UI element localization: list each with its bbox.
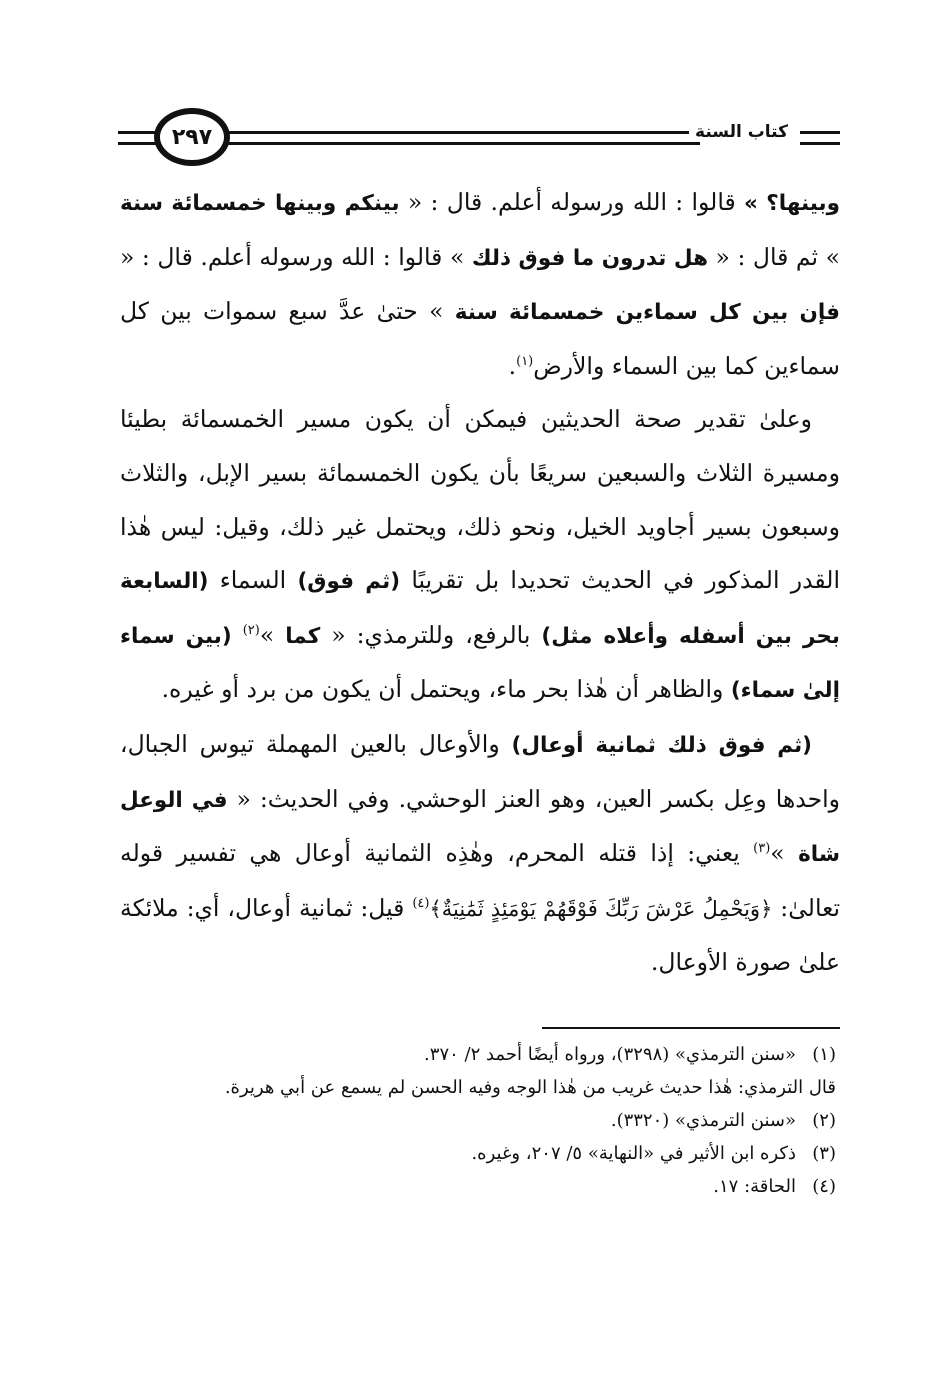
- bold-text: (ثم فوق ذلك ثمانية أوعال): [511, 732, 813, 758]
- footnote-number: (٤): [812, 1176, 836, 1197]
- footnote: [120, 1038, 836, 1071]
- bold-text: هل تدرون ما فوق ذلك: [471, 245, 709, 271]
- text-run: والظاهر أن هٰذا بحر ماء، ويحتمل أن يكون من برد أو غيره.: [161, 675, 731, 704]
- text-run: والأوعال بالعين المهملة تيوس الجبال، واحدها وعِل بكسر العين، وهو العنز الوحشي. وفي الحديث: «: [120, 729, 840, 813]
- text-run: قالوا : الله ورسوله أعلم. قال : «: [399, 188, 736, 216]
- bold-text: فإن بين كل سماءين خمسمائة سنة: [454, 300, 840, 326]
- text-run: وعلىٰ تقدير صحة الحديثين فيمكن أن يكون مسير الخمسمائة بطيئا ومسيرة الثلاث والسبعين سريعًا بأن يكون الخمسمائة بسير الإبل، والثلاث وسبعون بسير أجاويد الخيل، ونحو ذلك، ويحتمل غير ذلك، وقيل: ليس هٰذا القدر المذكور في الحديث تحديدا بل تقريبًا: [120, 405, 840, 595]
- text-run: » قالوا : الله ورسوله أعلم. قال : «: [120, 242, 472, 271]
- running-title: كتاب السنة: [689, 122, 794, 142]
- paragraph: [120, 718, 840, 990]
- bold-text: (ثم فوق): [297, 569, 401, 595]
- text-run: قيل: ثمانية أوعال، أي: ملائكة علىٰ صورة الأوعال.: [120, 893, 840, 977]
- footnote-continuation: قال الترمذي: هٰذا حديث غريب من هٰذا الوجه وفيه الحسن لم يسمع عن أبي هريرة.: [224, 1077, 836, 1098]
- footnote: [120, 1137, 836, 1170]
- text-run: .: [508, 351, 517, 380]
- page-number: ٢٩٧: [154, 108, 230, 166]
- footnote-1-block: [120, 1038, 836, 1104]
- text-run: » حتىٰ عدَّ سبع سموات بين كل سماءين كما بين السماء والأرض: [120, 297, 840, 380]
- footnote-number: (٢): [812, 1110, 836, 1131]
- header-rule-left: [118, 131, 158, 145]
- bold-text: في الوعل شاة: [120, 787, 840, 868]
- footnote-ref: (١): [516, 353, 534, 369]
- footnote-text: الحاقة: ١٧.: [713, 1176, 796, 1197]
- footnotes: [120, 1038, 836, 1203]
- quran-verse: ﴿وَيَحْمِلُ عَرْشَ رَبِّكَ فَوْقَهُمْ يَوْمَئِذٍ ثَمَٰنِيَةٌ﴾: [429, 896, 773, 921]
- header-rule-main: [228, 131, 700, 145]
- paragraph: [120, 176, 840, 393]
- bold-text: بينكم وبينها خمسمائة سنة: [120, 191, 400, 216]
- text-run: يعني: إذا قتله المحرم، وهٰذِه الثمانية أوعال هي تفسير قوله تعالىٰ:: [120, 839, 840, 922]
- footnote-ref: (٣): [753, 841, 771, 857]
- page-header: [118, 108, 840, 168]
- main-text: [120, 176, 840, 990]
- text-run: »: [259, 620, 286, 649]
- footnote-separator: [542, 1027, 840, 1029]
- text-run: » ثم قال : «: [708, 242, 840, 271]
- bold-text: كما: [285, 623, 321, 649]
- bold-text: (السابعة بحر بين أسفله وأعلاه مثل): [120, 569, 840, 649]
- footnote-number: (٣): [812, 1143, 836, 1164]
- text-run: بالرفع، وللترمذي: «: [320, 620, 542, 649]
- text-run: [232, 621, 243, 649]
- header-rule-right: [800, 131, 840, 145]
- text-run: السماء: [208, 566, 298, 595]
- paragraph: [120, 393, 840, 718]
- footnote-ref: (٢): [242, 622, 260, 638]
- footnote-text: «سنن الترمذي» (٣٣٢٠).: [610, 1110, 796, 1131]
- footnote-text: «سنن الترمذي» (٣٢٩٨)، ورواه أيضًا أحمد ٢/ ٣٧٠.: [424, 1044, 796, 1065]
- footnote-text: ذكره ابن الأثير في «النهاية» ٥/ ٢٠٧، وغيره.: [471, 1143, 796, 1164]
- footnote: [120, 1170, 836, 1203]
- footnote-number: (١): [812, 1044, 836, 1065]
- text-run: »: [770, 839, 799, 868]
- bold-text: (بين سماء إلىٰ سماء): [120, 623, 840, 704]
- bold-text: وبينها؟ »: [735, 191, 840, 216]
- footnote: [120, 1104, 836, 1137]
- footnote-ref: (٤): [412, 895, 430, 911]
